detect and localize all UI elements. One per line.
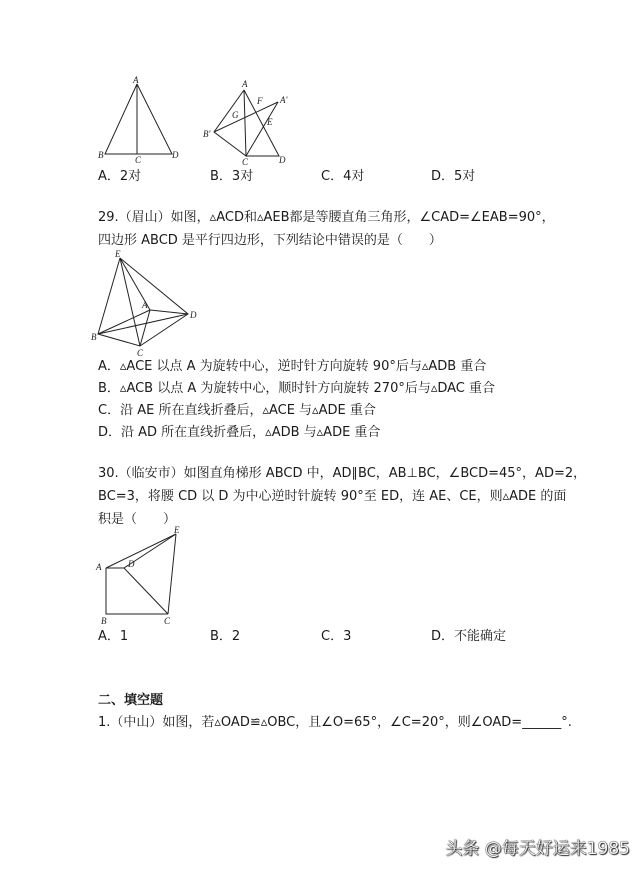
q30-figure bbox=[92, 522, 192, 630]
q30-label-b: B bbox=[101, 616, 107, 626]
q28-option-a: A．2对 bbox=[98, 169, 142, 184]
q30-option-b: B．2 bbox=[210, 629, 241, 644]
q28-fig2-label-e: E bbox=[267, 117, 273, 127]
q29-label-b: B bbox=[91, 332, 97, 342]
watermark: 头条 @每天好运来1985 bbox=[445, 839, 630, 859]
q30-option-a: A．1 bbox=[98, 629, 129, 644]
q28-fig2-label-b-prime: B' bbox=[203, 129, 211, 139]
q29-option-b: B．▵ACB 以点 A 为旋转中心，顺时针方向旋转 270°后与▵DAC 重合 bbox=[98, 381, 496, 396]
q28-fig2-label-f: F bbox=[257, 96, 263, 106]
q29-label-a: A bbox=[142, 300, 148, 310]
q28-fig2-label-a-prime: A' bbox=[280, 95, 288, 105]
q30-label-d: D bbox=[128, 559, 135, 569]
q30-label-e: E bbox=[174, 525, 180, 535]
q29-label-e: E bbox=[115, 249, 121, 259]
q29-label-d: D bbox=[190, 310, 197, 320]
q28-fig2-label-a: A bbox=[242, 79, 248, 89]
q29-option-a: A．▵ACE 以点 A 为旋转中心，逆时针方向旋转 90°后与▵ADB 重合 bbox=[98, 359, 487, 374]
q30-stem-line-1: 30.（临安市）如图直角梯形 ABCD 中，AD∥BC，AB⊥BC，∠BCD=45°，AD=2， bbox=[98, 466, 587, 481]
q28-figure-2 bbox=[200, 72, 300, 172]
q28-fig2-label-g: G bbox=[232, 110, 239, 120]
fill-blank-q1: 1.（中山）如图，若▵OAD≌▵OBC，且∠O=65°，∠C=20°，则∠OAD=______°. bbox=[98, 715, 572, 730]
q30-label-c: C bbox=[164, 616, 171, 626]
q28-option-b: B．3对 bbox=[210, 169, 254, 184]
q29-stem-line-1: 29.（眉山）如图，▵ACD和▵AEB都是等腰直角三角形，∠CAD=∠EAB=90°， bbox=[98, 210, 555, 225]
q29-stem-line-2: 四边形 ABCD 是平行四边形，下列结论中错误的是（ ） bbox=[98, 233, 442, 248]
q28-fig1-label-c: C bbox=[135, 155, 142, 165]
q29-label-c: C bbox=[137, 348, 144, 358]
q28-fig2-label-d: D bbox=[279, 155, 286, 165]
q30-option-d: D．不能确定 bbox=[431, 629, 507, 644]
q28-fig1-label-b: B bbox=[98, 150, 104, 160]
q30-option-c: C．3 bbox=[321, 629, 352, 644]
q30-stem-line-3: 积是（ ） bbox=[98, 512, 177, 527]
section-2-heading: 二、填空题 bbox=[98, 693, 164, 708]
q28-option-d: D．5对 bbox=[431, 169, 476, 184]
q30-label-a: A bbox=[96, 562, 102, 572]
q28-option-c: C．4对 bbox=[321, 169, 365, 184]
q28-figure-1 bbox=[90, 72, 200, 167]
q29-option-d: D．沿 AD 所在直线折叠后，▵ADB 与▵ADE 重合 bbox=[98, 425, 381, 440]
q28-fig2-label-c: C bbox=[242, 157, 249, 167]
q28-fig1-label-a: A bbox=[133, 75, 139, 85]
q29-option-c: C．沿 AE 所在直线折叠后，▵ACE 与▵ADE 重合 bbox=[98, 403, 376, 418]
q28-fig1-lines bbox=[105, 84, 172, 154]
q29-figure bbox=[90, 248, 210, 360]
q28-fig1-label-d: D bbox=[172, 150, 179, 160]
q30-stem-line-2: BC=3，将腰 CD 以 D 为中心逆时针旋转 90°至 ED，连 AE、CE，则▵ADE 的面 bbox=[98, 489, 567, 504]
